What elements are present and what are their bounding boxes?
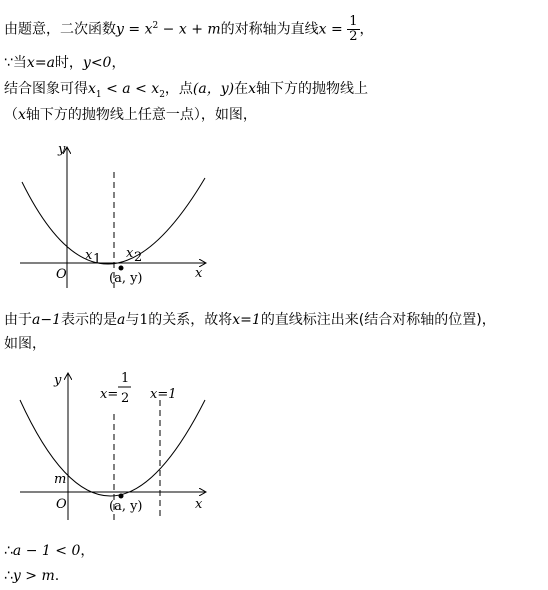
text: ， <box>359 21 374 38</box>
parabola-curve <box>20 400 205 496</box>
symmetry-numerator: 1 <box>121 371 130 386</box>
point: (a，y) <box>192 81 235 97</box>
var-x: x <box>88 81 96 97</box>
denominator: 2 <box>349 29 358 44</box>
text: 表示的是 <box>60 312 117 328</box>
fraction-half <box>347 15 359 44</box>
line-combine-graph <box>4 80 368 104</box>
line-relationship <box>4 311 496 329</box>
inequality: y > m <box>12 568 55 584</box>
text: . <box>54 568 60 584</box>
x-axis-label: x <box>195 266 203 281</box>
numerator: 1 <box>349 14 358 29</box>
op: + <box>186 21 208 38</box>
text: 轴下方的抛物线上 <box>256 81 369 97</box>
text: ∵当 <box>4 55 27 71</box>
var-x: x <box>18 107 26 123</box>
text: 轴下方的抛物线上任意一点），如图， <box>25 107 257 123</box>
text: 的直线标注出来(结合对称轴的位置)， <box>260 312 496 328</box>
text: 的对称轴为直线 <box>220 21 319 38</box>
var-x: x <box>248 81 257 97</box>
line-as-shown <box>4 335 46 353</box>
op: = <box>326 21 348 38</box>
text: 的关系，故将 <box>148 312 233 328</box>
var-a: a <box>116 312 126 328</box>
inequality: y<0 <box>82 55 112 71</box>
origin-label: O <box>56 497 67 512</box>
number: 1 <box>139 312 149 328</box>
exponent: 2 <box>152 20 159 31</box>
op: = <box>123 21 145 38</box>
var-x: x <box>26 55 35 71</box>
op: < <box>130 81 152 97</box>
var-x: x <box>178 21 187 38</box>
text: 时， <box>54 55 83 71</box>
x1-label: x <box>85 248 93 263</box>
line-any-point <box>4 106 257 124</box>
point-a-y <box>119 266 124 271</box>
var-x: x <box>144 21 153 38</box>
var-x: x <box>318 21 327 38</box>
text: 由于 <box>4 312 32 328</box>
text: 结合图象可得 <box>4 81 88 97</box>
x-equals-1-label: x=1 <box>150 387 177 402</box>
conclusion-2 <box>4 567 59 585</box>
m-label: m <box>54 472 67 487</box>
x2-subscript: 2 <box>134 250 143 265</box>
equation: x=1 <box>232 312 261 328</box>
line-condition <box>4 54 125 72</box>
op: − <box>158 21 179 38</box>
text: （ <box>4 107 18 123</box>
inequality: a − 1 < 0 <box>12 543 81 559</box>
text: 如图， <box>4 336 46 352</box>
parabola-graph-1 <box>0 140 548 290</box>
therefore-symbol: ∴ <box>4 543 13 559</box>
text: ， <box>111 55 126 71</box>
y-axis-label: y <box>58 142 66 157</box>
text: ， <box>80 543 95 559</box>
subscript: 2 <box>159 89 165 100</box>
symmetry-denominator: 2 <box>121 391 130 406</box>
op: = <box>34 55 47 71</box>
symmetry-prefix: x= <box>100 387 119 402</box>
point-label: (a, y) <box>109 271 143 286</box>
point-a-y <box>119 494 124 499</box>
point-label: (a, y) <box>109 499 143 514</box>
text: 由题意，二次函数 <box>4 21 116 38</box>
var-a: a <box>46 55 55 71</box>
parabola-curve <box>22 178 205 264</box>
x1-subscript: 1 <box>93 252 102 267</box>
conclusion-1 <box>4 542 94 560</box>
text: ，点 <box>164 81 193 97</box>
text: 与 <box>125 312 140 328</box>
text: 在 <box>234 81 249 97</box>
var-x: x <box>151 81 160 97</box>
var-y: y <box>116 21 124 38</box>
parabola-graph-2 <box>0 362 548 527</box>
therefore-symbol: ∴ <box>4 568 13 584</box>
x2-label: x <box>126 246 134 261</box>
y-axis-label: y <box>54 373 62 388</box>
x-axis-label: x <box>195 497 203 512</box>
expression: a−1 <box>32 312 61 328</box>
op: < <box>101 81 123 97</box>
line-axis-of-symmetry <box>4 15 374 44</box>
origin-label: O <box>56 267 67 282</box>
subscript: 1 <box>95 89 102 100</box>
var-a: a <box>122 81 131 97</box>
var-m: m <box>207 21 221 38</box>
